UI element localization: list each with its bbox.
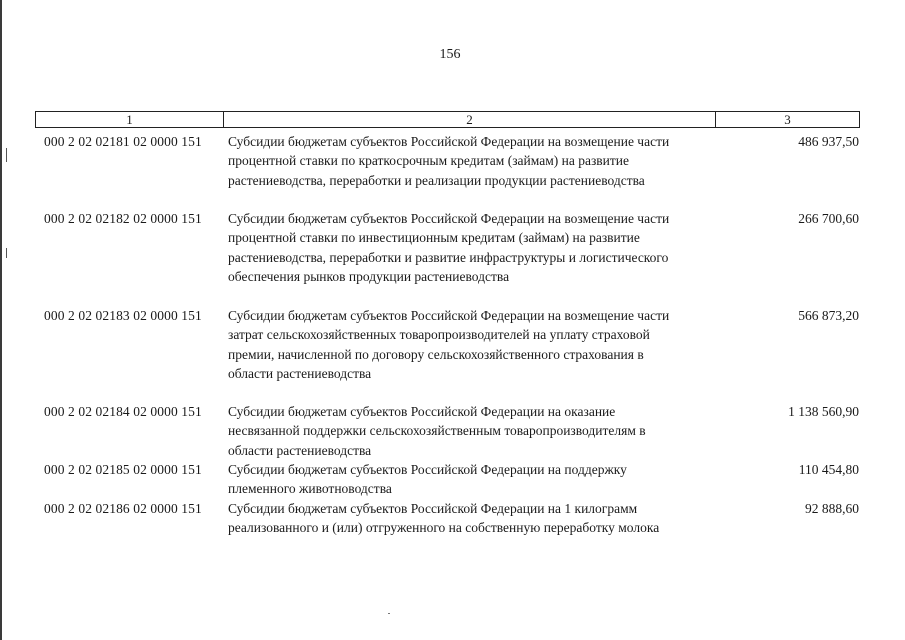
- table-header: [35, 111, 860, 128]
- description-line: затрат сельскохозяйственных товаропроизводителей на уплату страховой: [228, 327, 650, 343]
- description-line: процентной ставки по краткосрочным кредитам (займам) на развитие: [228, 153, 629, 169]
- row-description: [228, 402, 728, 460]
- row-amount: 110 454,80: [798, 462, 859, 477]
- budget-code: 000 2 02 02185 02 0000 151: [44, 462, 202, 477]
- scan-speck: [388, 613, 390, 614]
- description-line: Субсидии бюджетам субъектов Российской Федерации на возмещение части: [228, 211, 670, 226]
- row-description: [228, 132, 728, 190]
- scan-edge-mark: [6, 148, 7, 162]
- description-line: области растениеводства: [228, 366, 372, 382]
- description-line: процентной ставки по инвестиционным кредитам (займам) на развитие: [228, 230, 640, 246]
- description-line: растениеводства, переработки и реализации продукции растениеводства: [228, 172, 645, 188]
- page-number: 156: [439, 47, 461, 62]
- row-description: [228, 460, 728, 499]
- row-amount: 266 700,60: [798, 211, 859, 226]
- budget-code: 000 2 02 02183 02 0000 151: [44, 308, 202, 323]
- row-amount: 566 873,20: [798, 308, 859, 323]
- scan-edge-mark: [6, 248, 7, 258]
- description-line: Субсидии бюджетам субъектов Российской Федерации на возмещение части: [228, 134, 670, 149]
- column-header-2: 2: [224, 112, 716, 127]
- budget-code: 000 2 02 02184 02 0000 151: [44, 404, 202, 419]
- row-amount: 1 138 560,90: [788, 404, 859, 419]
- description-line: реализованного и (или) отгруженного на собственную переработку молока: [228, 520, 660, 536]
- description-line: племенного животноводства: [228, 481, 392, 497]
- description-line: Субсидии бюджетам субъектов Российской Федерации на 1 килограмм: [228, 501, 638, 516]
- row-description: [228, 306, 728, 384]
- description-line: несвязанной поддержки сельскохозяйственным товаропроизводителям в: [228, 423, 646, 439]
- row-amount: 486 937,50: [798, 134, 859, 149]
- column-header-3: 3: [784, 112, 791, 127]
- row-amount: 92 888,60: [805, 501, 859, 516]
- description-line: Субсидии бюджетам субъектов Российской Федерации на возмещение части: [228, 308, 670, 323]
- description-line: Субсидии бюджетам субъектов Российской Федерации на поддержку: [228, 462, 627, 477]
- budget-code: 000 2 02 02186 02 0000 151: [44, 501, 202, 516]
- row-description: [228, 209, 728, 287]
- budget-code: 000 2 02 02182 02 0000 151: [44, 211, 202, 226]
- description-line: Субсидии бюджетам субъектов Российской Федерации на оказание: [228, 404, 616, 419]
- budget-code: 000 2 02 02181 02 0000 151: [44, 134, 202, 149]
- description-line: растениеводства, переработки и развитие инфраструктуры и логистического: [228, 249, 669, 265]
- column-header-1: 1: [36, 112, 224, 127]
- description-line: премии, начисленной по договору сельскохозяйственного страхования в: [228, 346, 644, 362]
- description-line: обеспечения рынков продукции растениеводства: [228, 269, 510, 285]
- description-line: области растениеводства: [228, 442, 372, 458]
- scan-left-edge: [0, 0, 2, 640]
- row-description: [228, 499, 728, 538]
